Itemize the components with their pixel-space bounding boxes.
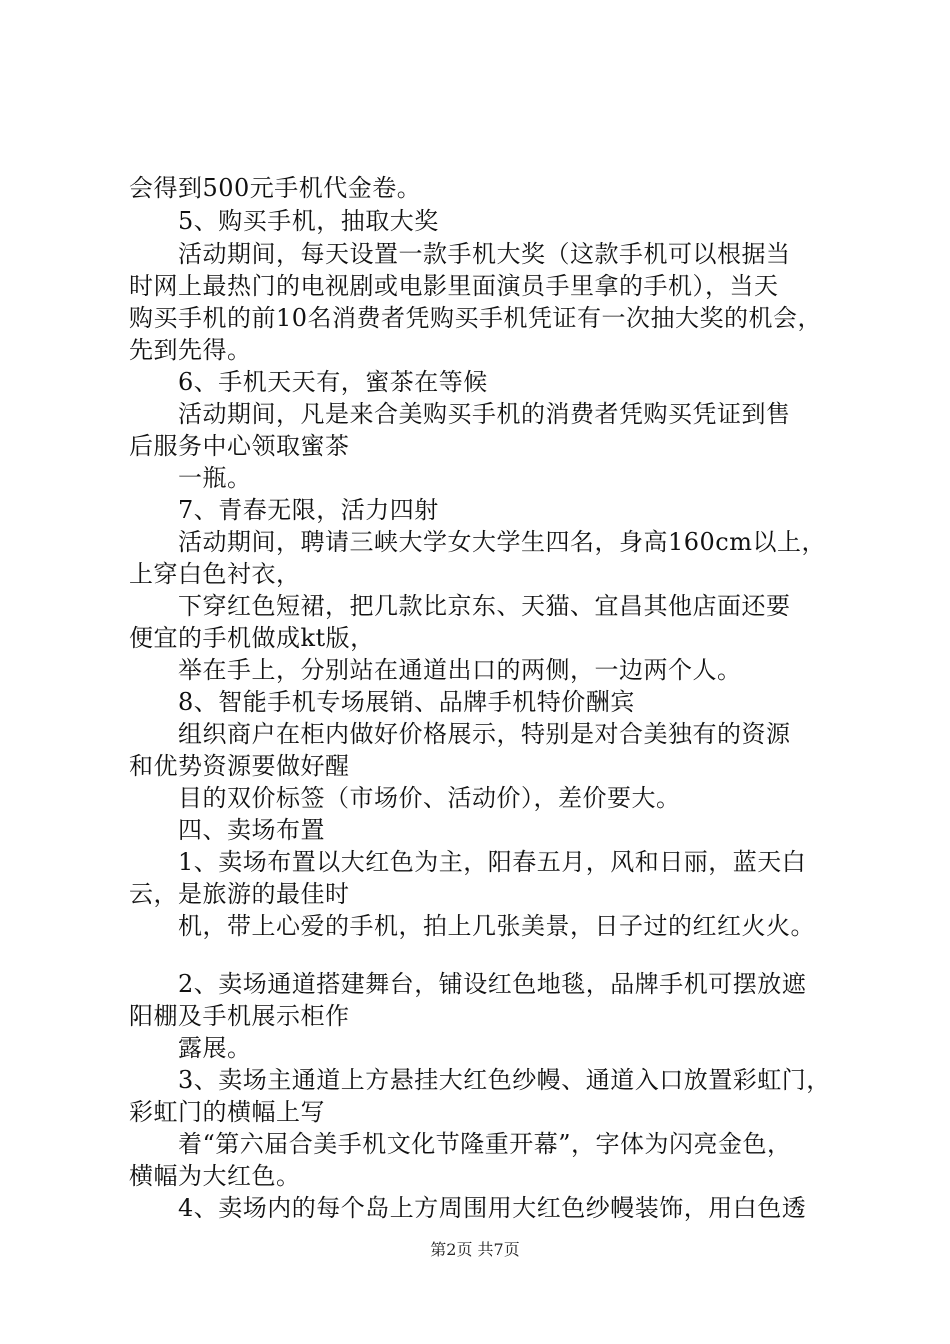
text-line: 会得到500元手机代金卷。	[129, 174, 422, 202]
text-line: 组织商户在柜内做好价格展示，特别是对合美独有的资源	[178, 720, 791, 748]
text-line: 4、卖场内的每个岛上方周围用大红色纱幔装饰，用白色透	[178, 1194, 807, 1222]
text-line: 着“第六届合美手机文化节隆重开幕”，字体为闪亮金色，	[178, 1130, 792, 1158]
text-line: 彩虹门的横幅上写	[129, 1098, 325, 1126]
text-line: 便宜的手机做成kt版，	[129, 624, 375, 652]
text-line: 7、青春无限，活力四射	[178, 496, 439, 524]
text-line: 云，是旅游的最佳时	[129, 880, 350, 908]
text-line: 2、卖场通道搭建舞台，铺设红色地毯，品牌手机可摆放遮	[178, 970, 807, 998]
text-line: 活动期间，聘请三峡大学女大学生四名，身高160cm以上，	[178, 528, 827, 556]
page-number-footer: 第2页 共7页	[430, 1240, 520, 1259]
text-line: 时网上最热门的电视剧或电影里面演员手里拿的手机），当天	[129, 272, 779, 300]
text-line: 举在手上，分别站在通道出口的两侧，一边两个人。	[178, 656, 742, 684]
text-line: 3、卖场主通道上方悬挂大红色纱幔、通道入口放置彩虹门，	[178, 1066, 831, 1094]
text-line: 下穿红色短裙，把几款比京东、天猫、宜昌其他店面还要	[178, 592, 791, 620]
text-line: 四、卖场布置	[178, 816, 325, 844]
text-line: 8、智能手机专场展销、品牌手机特价酬宾	[178, 688, 635, 716]
text-line: 上穿白色衬衣，	[129, 560, 301, 588]
text-line: 和优势资源要做好醒	[129, 752, 350, 780]
text-line: 活动期间，凡是来合美购买手机的消费者凭购买凭证到售	[178, 400, 791, 428]
text-line: 活动期间，每天设置一款手机大奖（这款手机可以根据当	[178, 240, 791, 268]
text-line: 6、手机天天有，蜜茶在等候	[178, 368, 488, 396]
text-line: 横幅为大红色。	[129, 1162, 301, 1190]
text-line: 机，带上心爱的手机，拍上几张美景，日子过的红红火火。	[178, 912, 815, 940]
text-line: 5、购买手机，抽取大奖	[178, 207, 439, 235]
text-line: 阳棚及手机展示柜作	[129, 1002, 350, 1030]
text-line: 一瓶。	[178, 464, 252, 492]
text-line: 购买手机的前10名消费者凭购买手机凭证有一次抽大奖的机会，	[129, 304, 823, 332]
text-line: 目的双价标签（市场价、活动价），差价要大。	[178, 784, 681, 812]
text-line: 露展。	[178, 1034, 252, 1062]
text-line: 后服务中心领取蜜茶	[129, 432, 350, 460]
text-line: 1、卖场布置以大红色为主，阳春五月，风和日丽，蓝天白	[178, 848, 807, 876]
text-line: 先到先得。	[129, 336, 252, 364]
